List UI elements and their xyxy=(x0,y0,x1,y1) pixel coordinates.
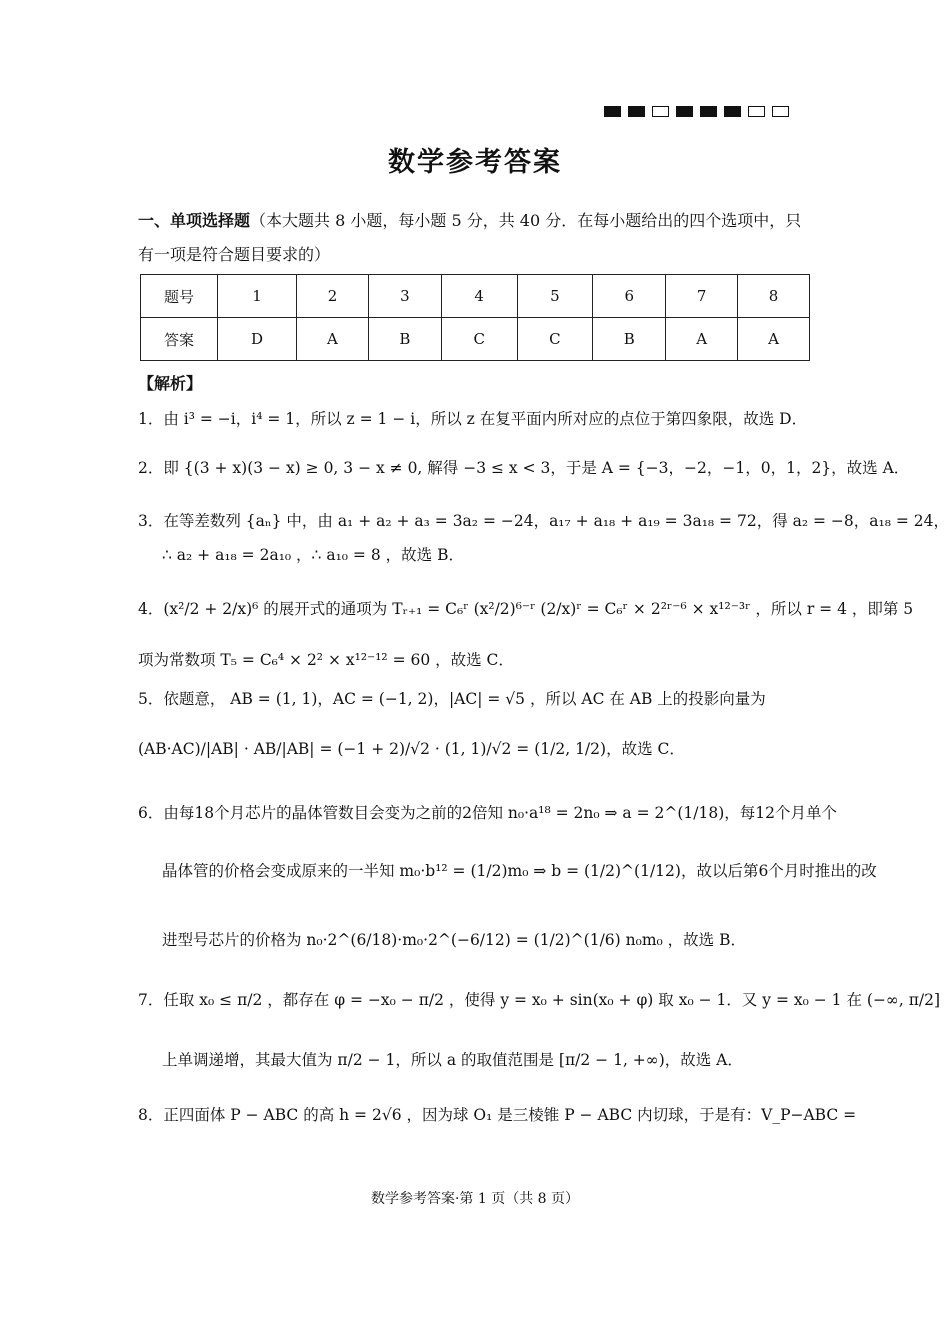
table-cell: 8 xyxy=(738,275,810,318)
row-label: 题号 xyxy=(141,275,218,318)
table-cell: B xyxy=(368,318,441,361)
table-cell: D xyxy=(218,318,297,361)
marker-square xyxy=(676,106,693,117)
table-cell: 4 xyxy=(441,275,517,318)
analysis-line: 上单调递增，其最大值为 π/2 − 1，所以 a 的取值范围是 [π/2 − 1, +∞)，故选 A． xyxy=(162,1051,743,1069)
section-description-continued: 有一项是符合题目要求的） xyxy=(138,245,331,264)
table-cell: C xyxy=(441,318,517,361)
analysis-line: 晶体管的价格会变成原来的一半知 m₀·b¹² = (1/2)m₀ ⇒ b = (1/2)^(1/12)，故以后第6个月时推出的改 xyxy=(162,862,877,880)
analysis-line: 5．依题意， AB = (1, 1)，AC = (−1, 2)，|AC| = √5 ，所以 AC 在 AB 上的投影向量为 xyxy=(138,690,766,708)
analysis-line: 8．正四面体 P − ABC 的高 h = 2√6 ，因为球 O₁ 是三棱锥 P − ABC 内切球，于是有：V_P−ABC = xyxy=(138,1106,857,1124)
analysis-line: 进型号芯片的价格为 n₀·2^(6/18)·m₀·2^(−6/12) = (1/2)^(1/6) n₀m₀ ，故选 B． xyxy=(162,931,746,949)
answer-table xyxy=(140,274,810,361)
table-row xyxy=(141,318,810,361)
table-cell: A xyxy=(297,318,369,361)
analysis-line: 2．即 {(3 + x)(3 − x) ≥ 0, 3 − x ≠ 0, 解得 −3 ≤ x < 3，于是 A = {−3，−2，−1，0，1，2}，故选 A． xyxy=(138,459,910,477)
section-description: （本大题共 8 小题，每小题 5 分，共 40 分．在每小题给出的四个选项中，只 xyxy=(250,211,802,230)
marker-square xyxy=(700,106,717,117)
marker-square xyxy=(604,106,621,117)
marker-square xyxy=(628,106,645,117)
analysis-line: 3．在等差数列 {aₙ} 中，由 a₁ + a₂ + a₃ = 3a₂ = −24，a₁₇ + a₁₈ + a₁₉ = 3a₁₈ = 72，得 a₂ = −8，a₁₈ = 24， xyxy=(138,512,949,530)
page-footer: 数学参考答案·第 1 页（共 8 页） xyxy=(370,1191,580,1207)
table-cell: C xyxy=(517,318,593,361)
table-cell: 7 xyxy=(666,275,738,318)
analysis-line: (AB·AC)/|AB| · AB/|AB| = (−1 + 2)/√2 · (1, 1)/√2 = (1/2, 1/2)，故选 C． xyxy=(138,740,685,758)
analysis-line: 6．由每18个月芯片的晶体管数目会变为之前的2倍知 n₀·a¹⁸ = 2n₀ ⇒ a = 2^(1/18)，每12个月单个 xyxy=(138,804,837,822)
analysis-line: 1．由 i³ = −i，i⁴ = 1，所以 z = 1 − i，所以 z 在复平面内所对应的点位于第四象限，故选 D． xyxy=(138,410,808,428)
marker-square xyxy=(772,106,789,117)
table-cell: 3 xyxy=(368,275,441,318)
table-cell: 1 xyxy=(218,275,297,318)
marker-square xyxy=(724,106,741,117)
analysis-line: 7．任取 x₀ ≤ π/2 ，都存在 φ = −x₀ − π/2 ，使得 y = x₀ + sin(x₀ + φ) 取 x₀ − 1．又 y = x₀ − 1 在 (−∞, π/2] xyxy=(138,991,941,1009)
header-markers xyxy=(604,106,789,117)
section-heading-line xyxy=(138,204,818,238)
row-label: 答案 xyxy=(141,318,218,361)
analysis-line: 4．(x²/2 + 2/x)⁶ 的展开式的通项为 Tᵣ₊₁ = C₆ʳ (x²/2)⁶⁻ʳ (2/x)ʳ = C₆ʳ × 2²ʳ⁻⁶ × x¹²⁻³ʳ ，所以 r = 4 ，即第 5 xyxy=(138,600,914,618)
section-heading: 一、单项选择题 xyxy=(138,211,251,230)
table-cell: A xyxy=(738,318,810,361)
marker-square xyxy=(748,106,765,117)
marker-square xyxy=(652,106,669,117)
table-cell: 6 xyxy=(593,275,666,318)
analysis-line: ∴ a₂ + a₁₈ = 2a₁₀ ，∴ a₁₀ = 8 ，故选 B． xyxy=(162,546,464,564)
table-row xyxy=(141,275,810,318)
page-title: 数学参考答案 xyxy=(388,147,562,178)
table-cell: A xyxy=(666,318,738,361)
analysis-line: 项为常数项 T₅ = C₆⁴ × 2² × x¹²⁻¹² = 60 ，故选 C． xyxy=(138,651,514,669)
table-cell: 2 xyxy=(297,275,369,318)
table-cell: 5 xyxy=(517,275,593,318)
table-cell: B xyxy=(593,318,666,361)
analysis-heading: 【解析】 xyxy=(138,374,203,393)
